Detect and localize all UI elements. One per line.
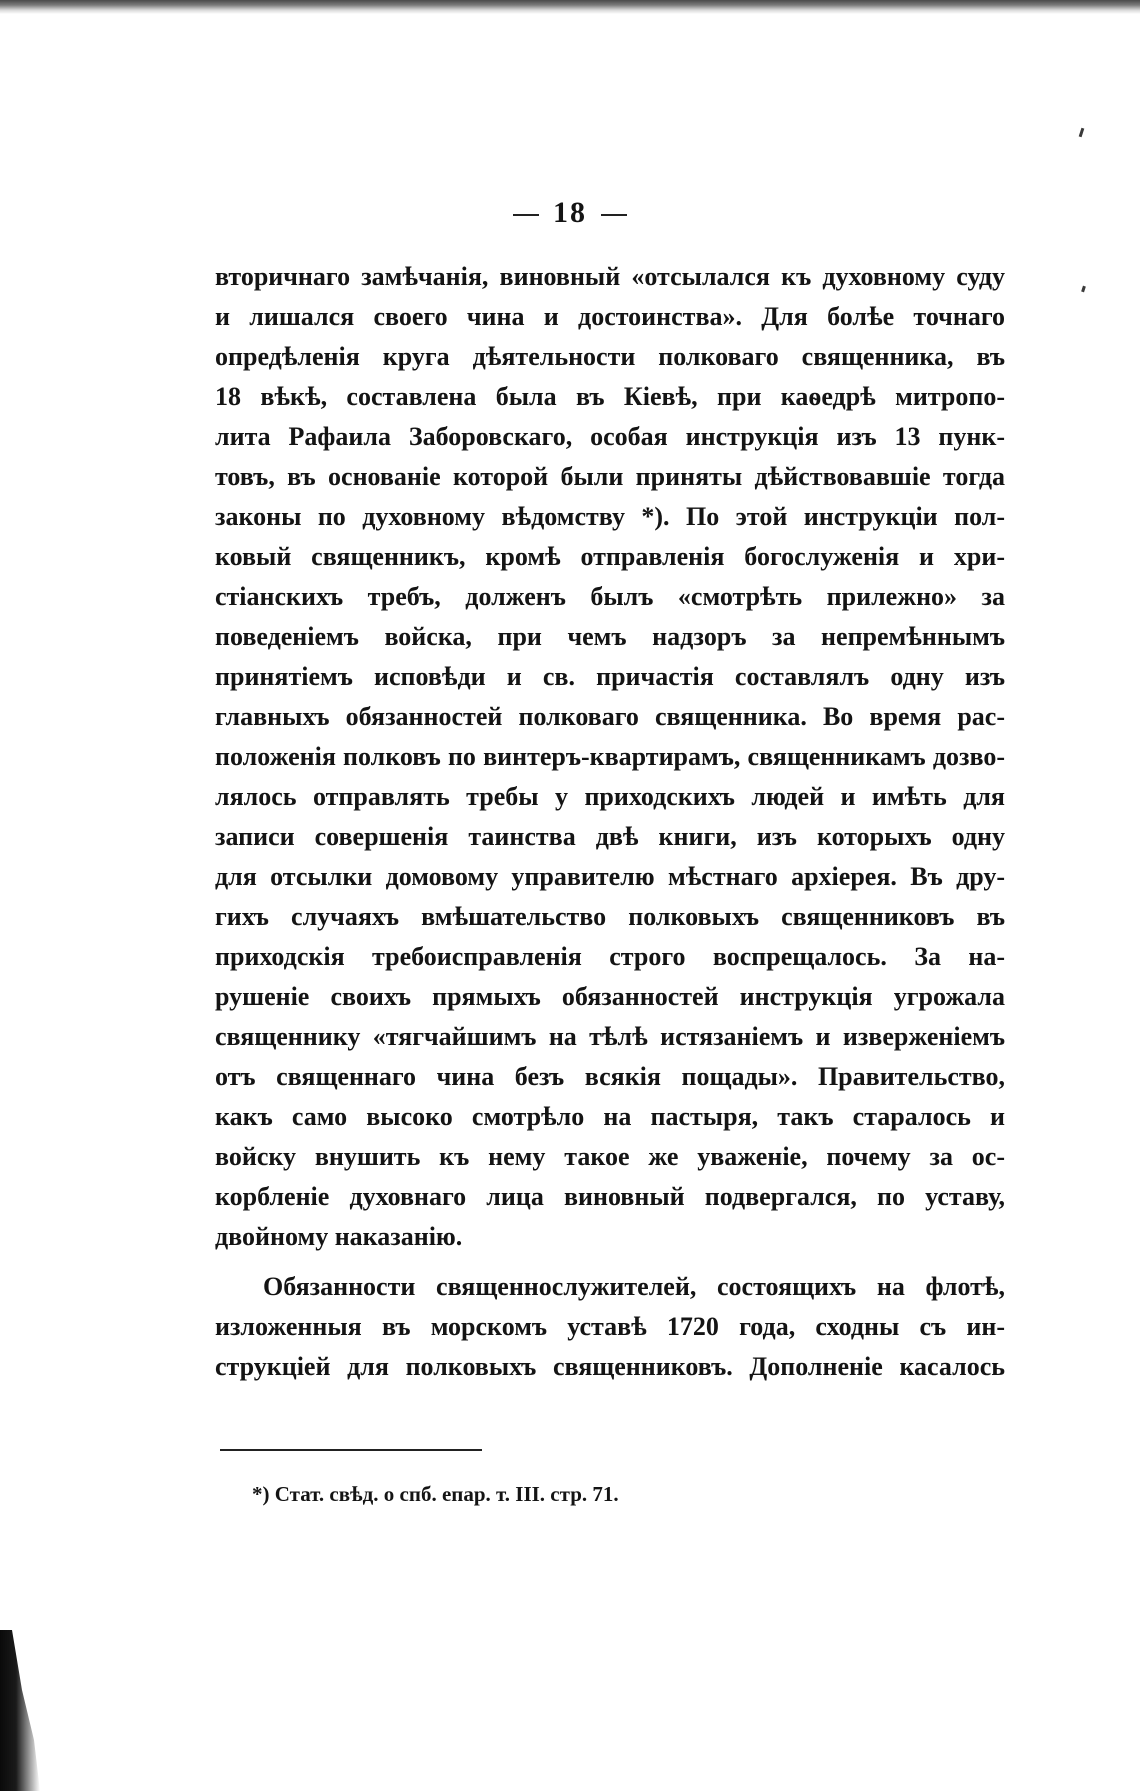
text-line: законы по духовному вѣдомству *). По этой инструкціи пол- xyxy=(215,502,1005,531)
text-line: положенія полковъ по винтеръ-квартирамъ, священникамъ дозво- xyxy=(215,742,1005,771)
text-line: главныхъ обязанностей полковаго священника. Во время рас- xyxy=(215,702,1005,731)
body-text xyxy=(215,257,1005,1387)
text-line: ковый священникъ, кромѣ отправленія богослуженія и хри- xyxy=(215,542,1005,571)
text-line: какъ само высоко смотрѣло на пастыря, такъ старалось и xyxy=(215,1102,1005,1131)
text-line: вторичнаго замѣчанія, виновный «отсылался къ духовному суду xyxy=(215,262,1005,291)
header-dash-left xyxy=(513,214,539,216)
text-line: рушеніе своихъ прямыхъ обязанностей инструкція угрожала xyxy=(215,982,1005,1011)
text-line: изложенныя въ морскомъ уставѣ 1720 года, сходны съ ин- xyxy=(215,1312,1005,1341)
scan-top-edge xyxy=(0,0,1140,14)
text-line: гихъ случаяхъ вмѣшательство полковыхъ священниковъ въ xyxy=(215,902,1005,931)
text-line: лита Рафаила Заборовскаго, особая инструкція изъ 13 пунк- xyxy=(215,422,1005,451)
paragraph-2 xyxy=(215,1267,1005,1387)
text-line: лялось отправлять требы у приходскихъ людей и имѣть для xyxy=(215,782,1005,811)
text-line: для отсылки домовому управителю мѣстнаго архіерея. Въ дру- xyxy=(215,862,1005,891)
text-line: войску внушить къ нему такое же уваженіе, почему за ос- xyxy=(215,1142,1005,1171)
text-line: стіанскихъ требъ, долженъ былъ «смотрѣть прилежно» за xyxy=(215,582,1005,611)
text-line: товъ, въ основаніе которой были приняты дѣйствовавшіе тогда xyxy=(215,462,1005,491)
paragraph-1 xyxy=(215,257,1005,1257)
text-line: и лишался своего чина и достоинства». Для болѣе точнаго xyxy=(215,302,1005,331)
text-line: двойному наказанію. xyxy=(215,1222,463,1251)
text-line: 18 вѣкѣ, составлена была въ Кіевѣ, при каѳедрѣ митропо- xyxy=(215,382,1005,411)
text-line: поведеніемъ войска, при чемъ надзоръ за непремѣннымъ xyxy=(215,622,1005,651)
text-line: принятіемъ исповѣди и св. причастія составлялъ одну изъ xyxy=(215,662,1005,691)
footnote-separator xyxy=(220,1449,482,1451)
page-number: 18 xyxy=(553,196,587,229)
text-line: отъ священнаго чина безъ всякія пощады». Правительство, xyxy=(215,1062,1005,1091)
text-line: струкціей для полковыхъ священниковъ. Дополненіе касалось xyxy=(215,1352,1005,1381)
text-line: священнику «тягчайшимъ на тѣлѣ истязаніемъ и изверженіемъ xyxy=(215,1022,1005,1051)
text-line: корбленіе духовнаго лица виновный подвергался, по уставу, xyxy=(215,1182,1005,1211)
footnote: *) Стат. свѣд. о спб. епар. т. III. стр. 71. xyxy=(252,1482,619,1506)
scan-left-edge-shadow xyxy=(0,1630,40,1791)
paragraph-gap xyxy=(215,1257,1005,1267)
text-line: записи совершенія таинства двѣ книги, изъ которыхъ одну xyxy=(215,822,1005,851)
scan-speck xyxy=(1081,286,1086,293)
scan-speck xyxy=(1079,128,1085,137)
header-dash-right xyxy=(601,214,627,216)
page-number-header xyxy=(0,196,1140,230)
text-line: Обязанности священнослужителей, состоящихъ на флотѣ, xyxy=(263,1272,1005,1301)
text-line: приходскія требоисправленія строго воспрещалось. За на- xyxy=(215,942,1005,971)
text-line: опредѣленія круга дѣятельности полковаго священника, въ xyxy=(215,342,1005,371)
